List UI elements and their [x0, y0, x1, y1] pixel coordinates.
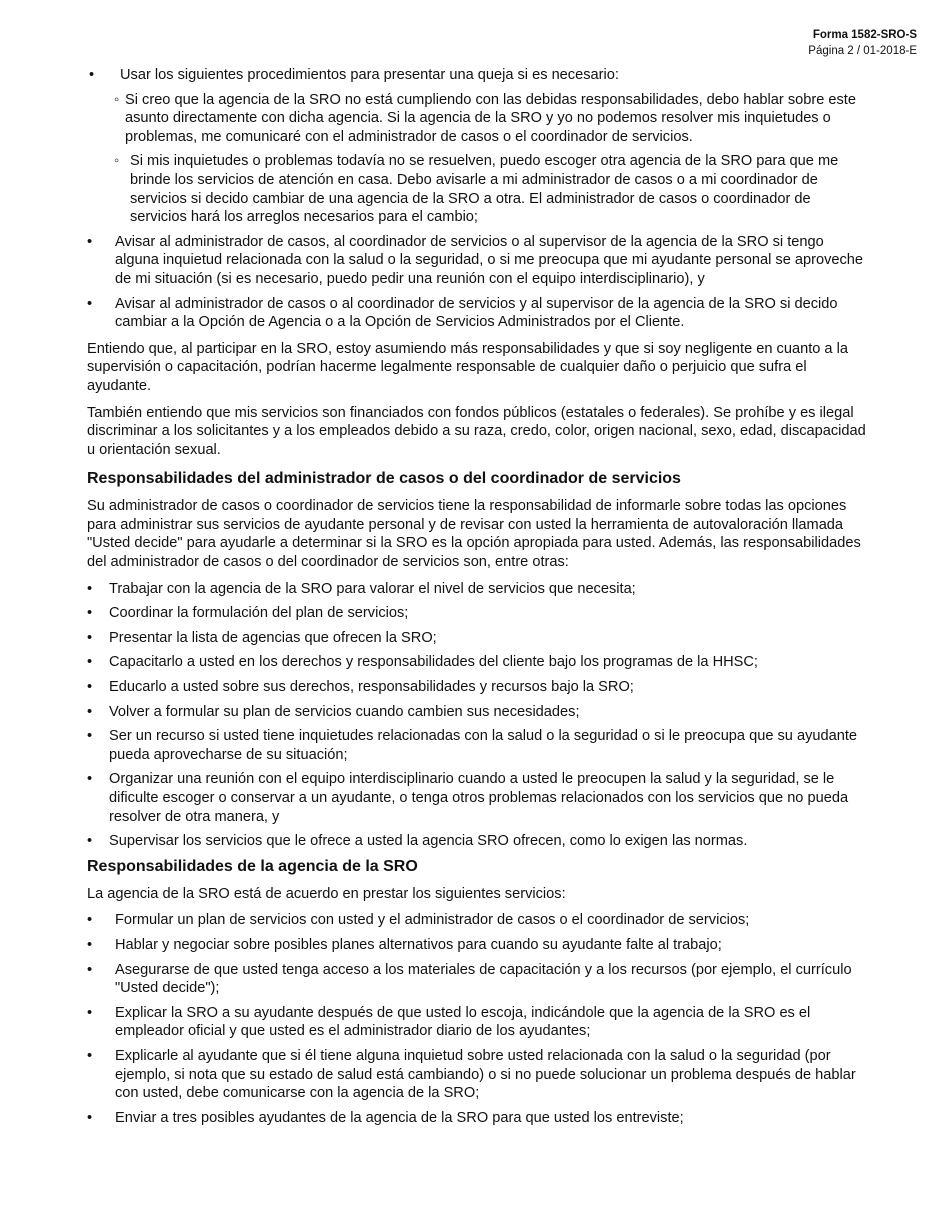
list-item: [87, 653, 869, 672]
list-item-text: Supervisar los servicios que le ofrece a usted la agencia SRO ofrecen, como lo exigen las normas.: [109, 833, 748, 850]
list-item: [87, 1109, 869, 1128]
list-item: [87, 295, 869, 332]
list-item-text: Usar los siguientes procedimientos para presentar una queja si es necesario:: [120, 67, 619, 83]
bullet-icon: •: [87, 679, 93, 696]
list-item-text: Organizar una reunión con el equipo interdisciplinario cuando a usted le preocupen la salud y la seguridad, se le dificulte escoger o conservar a un ayudante, o tenga otros problemas relacionados con los servicios que no pueda resolver de otra manera, y: [109, 771, 849, 825]
list-item-text: Presentar la lista de agencias que ofrecen la SRO;: [109, 629, 437, 646]
list-item-text: Asegurarse de que usted tenga acceso a los materiales de capacitación y a los recursos (por ejemplo, el currículo "Usted decide");: [115, 961, 852, 997]
section-intro: La agencia de la SRO está de acuerdo en prestar los siguientes servicios:: [87, 885, 566, 902]
bullet-icon: •: [89, 67, 95, 83]
sub-bullet-icon: ◦: [114, 91, 120, 108]
bullet-icon: •: [87, 961, 93, 978]
section-heading-sro-agency: Responsabilidades de la agencia de la SRO: [87, 857, 418, 875]
paragraph-liability: Entiendo que, al participar en la SRO, estoy asumiendo más responsabilidades y que si soy negligente en cuanto a la supervisión o capacitación, podrían hacerme legalmente responsable de cualquier daño o perjuicio que sufra el ayudante.: [87, 340, 848, 394]
list-item-text: Volver a formular su plan de servicios cuando cambien sus necesidades;: [109, 703, 580, 720]
list-item-text: Avisar al administrador de casos o al coordinador de servicios y al supervisor de la agencia de la SRO si decido cambiar a la Opción de Agencia o a la Opción de Servicios Administrados por el Cliente.: [115, 295, 838, 331]
list-item: [87, 233, 869, 289]
bullet-icon: •: [87, 936, 93, 953]
sub-list-item: [87, 152, 869, 226]
form-id: Forma 1582-SRO-S: [812, 29, 917, 41]
page-header: [808, 27, 917, 59]
list-item: [87, 604, 869, 623]
list-item: [87, 678, 869, 697]
paragraph-funding: También entiendo que mis servicios son financiados con fondos públicos (estatales o federales). Se prohíbe y es ilegal discriminar a los solicitantes y a los empleados debido a su raza, credo, color, origen nacional, sexo, edad, discapacidad u orientación sexual.: [87, 404, 866, 458]
bullet-icon: •: [87, 629, 93, 646]
bullet-icon: •: [87, 728, 93, 745]
sub-bullet-icon: ◦: [114, 153, 120, 170]
sub-list-item: [87, 91, 869, 147]
bullet-icon: •: [87, 1109, 93, 1126]
list-item-text: Coordinar la formulación del plan de servicios;: [109, 605, 409, 622]
list-item: [87, 629, 869, 648]
list-item-text: Capacitarlo a usted en los derechos y responsabilidades del cliente bajo los programas de la HHSC;: [109, 654, 758, 671]
section-heading-case-manager: Responsabilidades del administrador de casos o del coordinador de servicios: [87, 470, 681, 488]
sro-agency-list: [87, 911, 869, 1127]
case-manager-list: [87, 580, 869, 851]
list-item: [87, 727, 869, 764]
bullet-icon: •: [87, 580, 93, 597]
bullet-icon: •: [87, 912, 93, 929]
list-item-text: Trabajar con la agencia de la SRO para valorar el nivel de servicios que necesita;: [109, 580, 636, 597]
bullet-icon: •: [87, 1047, 93, 1064]
list-item: [87, 936, 869, 955]
list-item: [87, 911, 869, 930]
section-intro: Su administrador de casos o coordinador de servicios tiene la responsabilidad de informarle sobre todas las opciones para administrar sus servicios de ayudante personal y de revisar con usted la herramienta de autovaloración llamada "Usted decide" para ayudarle a determinar si la SRO es la opción apropiada para usted. Además, las responsabilidades del administrador de casos o del coordinador de servicios son, entre otras:: [87, 498, 861, 571]
list-item-text: Formular un plan de servicios con usted y el administrador de casos o el coordinador de servicios;: [115, 912, 750, 929]
bullet-icon: •: [87, 771, 93, 788]
list-item-text: Explicarle al ayudante que si él tiene alguna inquietud sobre usted relacionada con la salud o la seguridad (por ejemplo, si nota que su estado de salud está cambiando) o si no puede solucionar un problema después de hablar con usted, debe comunicarse con la agencia de la SRO;: [115, 1047, 856, 1102]
list-item: [87, 770, 869, 826]
list-item: [87, 703, 869, 722]
list-item: [87, 1047, 869, 1103]
list-item: [87, 1004, 869, 1041]
list-item: [87, 66, 869, 85]
list-item: [87, 580, 869, 599]
page-info: Página 2 / 01-2018-E: [808, 45, 917, 57]
bullet-icon: •: [87, 833, 93, 850]
bullet-icon: •: [87, 654, 93, 671]
list-item-text: Hablar y negociar sobre posibles planes alternativos para cuando su ayudante falte al trabajo;: [115, 936, 722, 953]
bullet-icon: •: [87, 605, 93, 622]
list-item: [87, 961, 869, 998]
bullet-icon: •: [87, 295, 93, 312]
bullet-icon: •: [87, 1004, 93, 1021]
list-item-text: Ser un recurso si usted tiene inquietudes relacionadas con la salud o la seguridad o si le preocupa que su ayudante pueda aprovecharse de su situación;: [109, 728, 858, 763]
list-item: [87, 832, 869, 851]
list-item-text: Avisar al administrador de casos, al coordinador de servicios o al supervisor de la agencia de la SRO si tengo alguna inquietud relacionada con la salud o la seguridad, o si me preocupa que mi ayudante personal se aproveche de mi situación (si es necesario, puedo pedir una reunión con el equipo interdisciplinario), y: [115, 233, 864, 287]
document-body: [87, 66, 869, 1133]
list-item-text: Explicar la SRO a su ayudante después de que usted lo escoja, indicándole que la agencia de la SRO es el empleador oficial y que usted es el administrador diario de los ayudantes;: [115, 1004, 811, 1040]
bullet-icon: •: [87, 233, 93, 250]
sub-list-item-text: Si mis inquietudes o problemas todavía no se resuelven, puedo escoger otra agencia de la SRO para que me brinde los servicios de atención en casa. Debo avisarle a mi administrador de casos o a mi coordinador de servicios si decido cambiar de una agencia de la SRO a otra. El administrador de casos o coordinador de servicios hará los arreglos necesarios para el cambio;: [130, 153, 839, 226]
list-item-text: Educarlo a usted sobre sus derechos, responsabilidades y recursos bajo la SRO;: [109, 679, 634, 696]
list-item-text: Enviar a tres posibles ayudantes de la agencia de la SRO para que usted los entreviste;: [115, 1109, 684, 1126]
bullet-icon: •: [87, 703, 93, 720]
sub-list-item-text: Si creo que la agencia de la SRO no está cumpliendo con las debidas responsabilidades, debo hablar sobre este asunto directamente con dicha agencia. Si la agencia de la SRO y yo no podemos resolver mis inquietudes o problemas, me comunicaré con el administrador de casos o el coordinador de servicios.: [125, 91, 856, 145]
